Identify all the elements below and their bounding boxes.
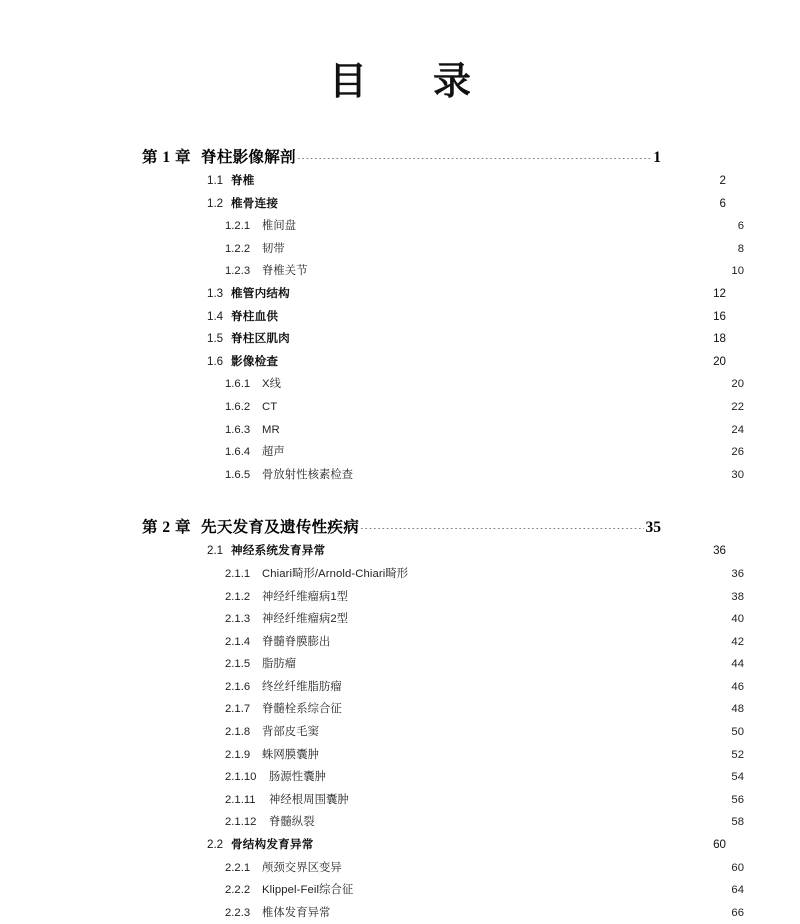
toc-entry-number: 第 1 章 (142, 149, 192, 166)
toc-entry-2-1-1[interactable] (142, 563, 744, 586)
toc-entry-label: 脊柱血供 (231, 309, 279, 323)
toc-entry-number: 1.2.3 (225, 265, 251, 278)
toc-entry-2-1-9[interactable] (142, 744, 744, 767)
dot-leader (258, 181, 717, 182)
dot-leader (345, 687, 729, 688)
toc-entry-page-number: 58 (731, 816, 744, 829)
toc-entry-2-1[interactable] (142, 540, 726, 563)
dot-leader (299, 664, 728, 665)
dot-leader (311, 271, 729, 272)
toc-entry-page-number: 60 (713, 838, 726, 852)
toc-entry-page-number: 1 (653, 149, 661, 166)
dot-leader (345, 868, 729, 869)
dot-leader (411, 574, 728, 575)
dot-leader (345, 709, 729, 710)
toc-entry-page-number: 52 (731, 748, 744, 761)
toc-entry-1-5[interactable] (142, 328, 726, 351)
toc-entry-label: 超声 (262, 446, 285, 459)
dot-leader (284, 384, 728, 385)
dot-leader (351, 619, 728, 620)
toc-entry-number: 1.4 (207, 309, 224, 323)
toc-entry-page-number: 36 (713, 544, 726, 558)
dot-leader (322, 732, 728, 733)
toc-entry-number: 2.2 (207, 838, 224, 852)
toc-entry-label: 椎体发育异常 (262, 906, 331, 919)
toc-entry-2-1-2[interactable] (142, 586, 744, 609)
toc-entry-2-1-4[interactable] (142, 631, 744, 654)
toc-entry-number: 2.2.2 (225, 884, 251, 897)
toc-entry-number: 1.1 (207, 174, 224, 187)
toc-entry-page-number: 60 (731, 861, 744, 874)
toc-entry-label: 脊柱影像解剖 (201, 149, 296, 166)
toc-entry-label: 椎间盘 (262, 220, 297, 233)
toc-entry-2-2-1[interactable] (142, 857, 744, 880)
toc-entry-1-1[interactable] (142, 170, 726, 193)
toc-entry-1-6-3[interactable] (142, 419, 744, 442)
toc-entry-number: 1.6.2 (225, 400, 251, 413)
toc-entry-2-1-10[interactable] (142, 766, 744, 789)
toc-entry-page-number: 64 (731, 884, 744, 897)
toc-entry-label: 肠源性囊肿 (269, 771, 326, 784)
toc-entry-label: MR (262, 423, 280, 436)
toc-entry-number: 1.6.4 (225, 446, 251, 459)
toc-entry-label: 颅颈交界区变异 (262, 861, 342, 874)
dot-leader (281, 362, 710, 363)
toc-entry-number: 1.2 (207, 196, 224, 210)
toc-entry-page-number: 8 (737, 242, 744, 255)
toc-entry-number: 2.1.7 (225, 703, 251, 716)
toc-entry-number: 2.1.2 (225, 590, 251, 603)
toc-entry-label: 韧带 (262, 242, 285, 255)
toc-entry-page-number: 24 (731, 423, 744, 436)
toc-entry-page-number: 16 (713, 309, 726, 323)
dot-leader (293, 339, 710, 340)
toc-entry-number: 2.1.12 (225, 816, 257, 829)
toc-entry-page-number: 22 (731, 400, 744, 413)
toc-entry-page-number: 10 (731, 265, 744, 278)
chapter-spacer (142, 486, 661, 516)
toc-entry-number: 第 2 章 (142, 519, 192, 537)
dot-leader (299, 226, 735, 227)
toc-list (142, 146, 744, 924)
toc-entry-number: 2.1.1 (225, 567, 251, 580)
toc-entry-number: 2.1.4 (225, 635, 251, 648)
toc-entry-page-number: 20 (731, 378, 744, 391)
toc-entry-label: 脊髓脊膜膨出 (262, 635, 331, 648)
toc-entry-number: 2.1.11 (225, 793, 256, 806)
toc-entry-number: 1.6.1 (225, 378, 251, 391)
toc-entry-label: 神经根周围囊肿 (269, 793, 349, 806)
dot-leader (281, 204, 716, 205)
dot-leader (333, 913, 728, 914)
toc-entry-label: 脂肪瘤 (262, 658, 297, 671)
toc-entry-page-number: 38 (731, 590, 744, 603)
toc-entry-label: CT (262, 400, 278, 413)
toc-entry-2[interactable] (142, 516, 661, 540)
dot-leader (281, 317, 710, 318)
toc-entry-label: 神经纤维瘤病2型 (262, 613, 349, 626)
toc-entry-number: 2.1 (207, 544, 224, 558)
dot-leader (356, 475, 728, 476)
toc-entry-label: Klippel-Feil综合征 (262, 884, 354, 897)
toc-entry-page-number: 54 (731, 771, 744, 784)
dot-leader (297, 158, 651, 159)
dot-leader (328, 551, 710, 552)
toc-entry-1-6-2[interactable] (142, 396, 744, 419)
toc-entry-label: 终丝纤维脂肪瘤 (262, 680, 342, 693)
toc-entry-page-number: 26 (731, 446, 744, 459)
toc-entry-number: 2.1.6 (225, 680, 251, 693)
toc-entry-page-number: 36 (731, 567, 744, 580)
toc-entry-label: Chiari畸形/Arnold-Chiari畸形 (262, 567, 409, 580)
toc-entry-number: 1.6.3 (225, 423, 251, 436)
toc-entry-number: 2.1.10 (225, 771, 257, 784)
toc-entry-number: 1.2.1 (225, 220, 251, 233)
dot-leader (288, 249, 735, 250)
toc-entry-2-1-8[interactable] (142, 721, 744, 744)
dot-leader (280, 407, 728, 408)
toc-entry-2-2[interactable] (142, 834, 726, 857)
toc-entry-page-number: 12 (713, 286, 726, 300)
toc-entry-page-number: 50 (731, 726, 744, 739)
toc-entry-number: 1.3 (207, 286, 224, 300)
toc-entry-page-number: 66 (731, 906, 744, 919)
dot-leader (317, 845, 711, 846)
toc-entry-page-number: 40 (731, 613, 744, 626)
dot-leader (293, 294, 710, 295)
toc-entry-1-2-1[interactable] (142, 215, 744, 238)
toc-entry-page-number: 18 (713, 332, 726, 346)
toc-entry-2-1-11[interactable] (142, 789, 744, 812)
page-title: 目 录 (328, 61, 485, 103)
toc-entry-number: 2.1.3 (225, 613, 251, 626)
dot-leader (333, 642, 728, 643)
toc-entry-number: 2.2.3 (225, 906, 251, 919)
toc-entry-1-6-5[interactable] (142, 464, 744, 487)
toc-entry-label: 影像检查 (231, 354, 279, 368)
toc-entry-1-6-4[interactable] (142, 441, 744, 464)
toc-entry-1[interactable] (142, 146, 661, 170)
toc-entry-page-number: 6 (737, 220, 744, 233)
dot-leader (283, 430, 729, 431)
toc-entry-label: 椎管内结构 (231, 286, 290, 300)
toc-entry-2-1-12[interactable] (142, 811, 744, 834)
toc-entry-label: 神经系统发育异常 (231, 544, 326, 558)
toc-entry-page-number: 44 (731, 658, 744, 671)
toc-entry-page-number: 6 (719, 196, 726, 210)
toc-entry-number: 2.1.9 (225, 748, 251, 761)
toc-entry-page-number: 48 (731, 703, 744, 716)
dot-leader (360, 528, 643, 529)
toc-entry-1-2[interactable] (142, 193, 726, 216)
toc-entry-label: 背部皮毛窦 (262, 726, 319, 739)
toc-entry-label: 脊髓栓系综合征 (262, 703, 342, 716)
dot-leader (351, 597, 728, 598)
toc-entry-2-1-5[interactable] (142, 653, 744, 676)
toc-entry-page-number: 46 (731, 680, 744, 693)
toc-entry-label: 脊髓纵裂 (269, 816, 315, 829)
toc-entry-2-2-2[interactable] (142, 879, 744, 902)
toc-entry-number: 1.6.5 (225, 468, 251, 481)
toc-entry-1-6-1[interactable] (142, 373, 744, 396)
toc-entry-2-1-3[interactable] (142, 608, 744, 631)
toc-entry-2-2-3[interactable] (142, 902, 744, 924)
toc-entry-label: 脊椎 (231, 174, 255, 187)
toc-entry-number: 1.2.2 (225, 242, 251, 255)
toc-entry-number: 1.5 (207, 332, 224, 346)
dot-leader (318, 822, 729, 823)
dot-leader (356, 890, 728, 891)
toc-entry-number: 1.6 (207, 354, 224, 368)
dot-leader (288, 452, 729, 453)
toc-entry-number: 2.2.1 (225, 861, 251, 874)
dot-leader (329, 777, 728, 778)
toc-entry-2-1-7[interactable] (142, 698, 744, 721)
toc-entry-label: 骨结构发育异常 (231, 838, 314, 852)
toc-entry-1-6[interactable] (142, 351, 726, 374)
toc-entry-label: 神经纤维瘤病1型 (262, 590, 349, 603)
toc-entry-1-4[interactable] (142, 306, 726, 329)
toc-entry-label: 椎骨连接 (231, 196, 279, 210)
toc-entry-1-2-3[interactable] (142, 260, 744, 283)
toc-entry-1-2-2[interactable] (142, 238, 744, 261)
toc-entry-number: 2.1.5 (225, 658, 251, 671)
toc-entry-2-1-6[interactable] (142, 676, 744, 699)
toc-entry-label: 蛛网膜囊肿 (262, 748, 319, 761)
toc-entry-page-number: 42 (731, 635, 744, 648)
toc-entry-1-3[interactable] (142, 283, 726, 306)
toc-entry-page-number: 20 (713, 354, 726, 368)
toc-entry-page-number: 35 (645, 519, 661, 537)
toc-entry-page-number: 30 (731, 468, 744, 481)
toc-entry-number: 2.1.8 (225, 726, 251, 739)
toc-entry-page-number: 56 (731, 793, 744, 806)
toc-entry-label: 脊柱区肌肉 (231, 332, 290, 346)
toc-entry-label: X线 (262, 378, 282, 391)
toc-entry-label: 先天发育及遗传性疾病 (201, 519, 360, 537)
toc-entry-label: 脊椎关节 (262, 265, 308, 278)
toc-entry-page-number: 2 (719, 174, 726, 187)
dot-leader (322, 755, 728, 756)
toc-entry-label: 骨放射性核素检查 (262, 468, 354, 481)
